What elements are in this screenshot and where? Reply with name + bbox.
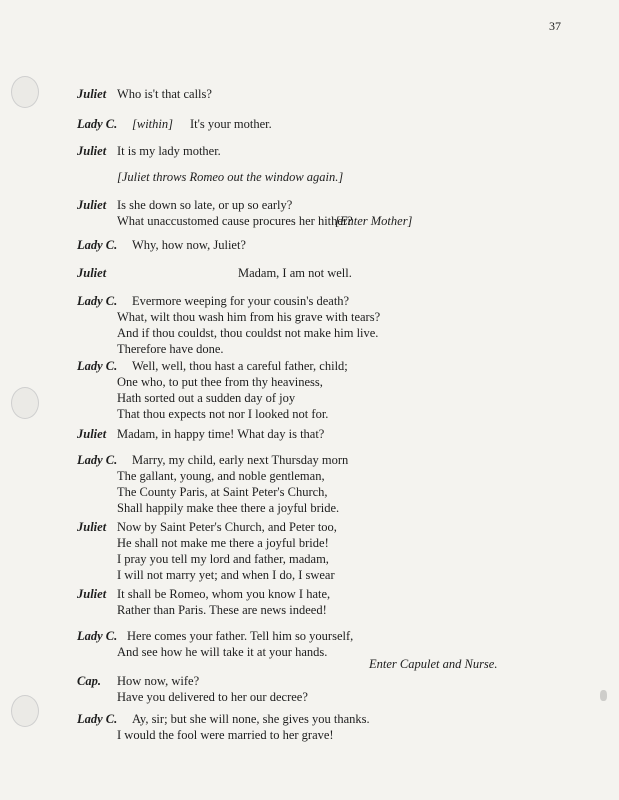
scan-smudge <box>600 690 607 701</box>
dialogue-line: The gallant, young, and noble gentleman, <box>117 469 325 483</box>
dialogue-line: How now, wife? <box>117 674 200 688</box>
dialogue-line: It is my lady mother. <box>117 144 221 158</box>
speaker-name: Lady C. <box>77 359 118 373</box>
dialogue-line: I would the fool were married to her grave! <box>117 728 334 742</box>
dialogue-line: Well, well, thou hast a careful father, child; <box>132 359 348 373</box>
speaker-name: Lady C. <box>77 712 118 726</box>
dialogue-line: Now by Saint Peter's Church, and Peter too, <box>117 520 337 534</box>
speaker-name: Cap. <box>77 674 101 688</box>
dialogue-line: Madam, in happy time! What day is that? <box>117 427 325 441</box>
speaker-name: Juliet <box>77 587 107 601</box>
dialogue-line: Marry, my child, early next Thursday morn <box>132 453 349 467</box>
dialogue-line: Madam, I am not well. <box>238 266 352 280</box>
dialogue-line: Evermore weeping for your cousin's death? <box>132 294 350 308</box>
speaker-name: Lady C. <box>77 294 118 308</box>
speaker-name: Juliet <box>77 87 107 101</box>
page-number: 37 <box>549 19 561 33</box>
speaker-name: Lady C. <box>77 629 118 643</box>
dialogue-line: It shall be Romeo, whom you know I hate, <box>117 587 331 601</box>
speaker-name: Lady C. <box>77 453 118 467</box>
stage-direction: [Enter Mother] <box>335 214 413 228</box>
dialogue-line: Here comes your father. Tell him so yourself, <box>127 629 354 643</box>
speaker-name: Juliet <box>77 144 107 158</box>
dialogue-line: I pray you tell my lord and father, madam, <box>117 552 329 566</box>
speaker-name: Juliet <box>77 266 107 280</box>
dialogue-line: Therefore have done. <box>117 342 224 356</box>
dialogue-line: One who, to put thee from thy heaviness, <box>117 375 323 389</box>
dialogue-line: Rather than Paris. These are news indeed! <box>117 603 327 617</box>
dialogue-line: And if thou couldst, thou couldst not make him live. <box>117 326 379 340</box>
binder-hole-bottom <box>11 695 39 727</box>
dialogue-line: Ay, sir; but she will none, she gives you thanks. <box>132 712 370 726</box>
speaker-name: Juliet <box>77 427 107 441</box>
stage-direction: Enter Capulet and Nurse. <box>369 657 498 671</box>
dialogue-line: What unaccustomed cause procures her hither? <box>117 214 353 228</box>
dialogue-line: Who is't that calls? <box>117 87 212 101</box>
stage-direction: [Juliet throws Romeo out the window again.] <box>117 170 344 184</box>
dialogue-line: Shall happily make thee there a joyful bride. <box>117 501 340 515</box>
speaker-name: Juliet <box>77 520 107 534</box>
dialogue-line: What, wilt thou wash him from his grave with tears? <box>117 310 381 324</box>
dialogue-line: Why, how now, Juliet? <box>132 238 246 252</box>
speaker-name: Juliet <box>77 198 107 212</box>
dialogue-line: It's your mother. <box>190 117 272 131</box>
binder-hole-top <box>11 76 39 108</box>
stage-direction: [within] <box>132 117 173 131</box>
dialogue-line: That thou expects not nor I looked not for. <box>117 407 329 421</box>
dialogue-line: Have you delivered to her our decree? <box>117 690 308 704</box>
dialogue-line: The County Paris, at Saint Peter's Church, <box>117 485 328 499</box>
binder-hole-middle <box>11 387 39 419</box>
speaker-name: Lady C. <box>77 117 118 131</box>
dialogue-line: He shall not make me there a joyful bride! <box>117 536 329 550</box>
dialogue-line: Is she down so late, or up so early? <box>117 198 293 212</box>
dialogue-line: And see how he will take it at your hands. <box>117 645 328 659</box>
dialogue-line: I will not marry yet; and when I do, I swear <box>117 568 335 582</box>
dialogue-line: Hath sorted out a sudden day of joy <box>117 391 296 405</box>
speaker-name: Lady C. <box>77 238 118 252</box>
